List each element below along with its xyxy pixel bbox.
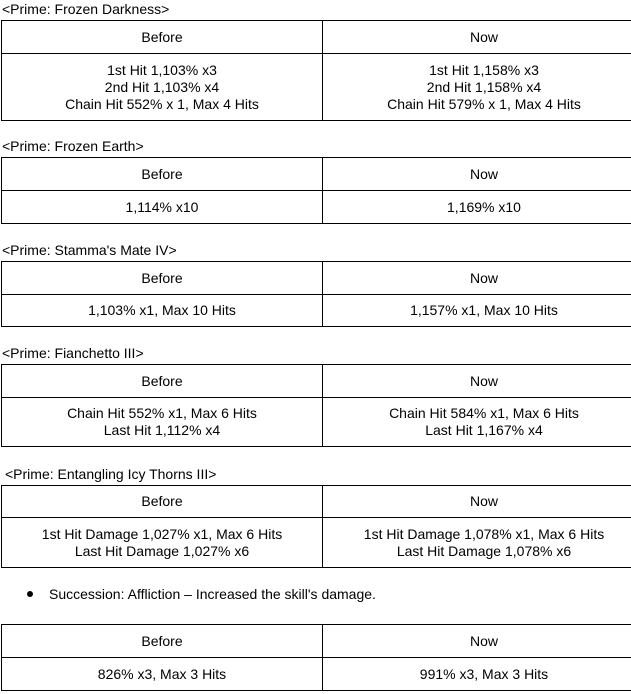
- cell-line: Chain Hit 579% x 1, Max 4 Hits: [387, 95, 581, 112]
- table-row: [2, 295, 631, 327]
- cell-line: 1st Hit Damage 1,078% x1, Max 6 Hits: [363, 525, 605, 542]
- table-header-row: [2, 158, 631, 191]
- table-header-row: [2, 486, 631, 518]
- cell-line: 991% x3, Max 3 Hits: [419, 665, 549, 682]
- cell-before: [2, 191, 323, 224]
- table-row: [2, 658, 631, 691]
- comparison-table-fianchetto: [1, 364, 631, 447]
- header-now: Now: [323, 486, 631, 518]
- header-now: Now: [323, 625, 631, 658]
- comparison-table-frozen-earth: [1, 157, 631, 224]
- cell-now: [323, 295, 631, 327]
- header-before: Before: [2, 365, 323, 398]
- section-title-frozen-earth: <Prime: Frozen Earth>: [2, 138, 144, 154]
- comparison-table-entangling-icy-thorns: [1, 485, 631, 568]
- header-now: Now: [323, 21, 631, 54]
- cell-now: [323, 518, 631, 568]
- header-now: Now: [323, 158, 631, 191]
- table-header-row: [2, 625, 631, 658]
- cell-before: [2, 54, 323, 121]
- header-before: Before: [2, 21, 323, 54]
- cell-line: 2nd Hit 1,103% x4: [104, 78, 220, 95]
- cell-line: 1,103% x1, Max 10 Hits: [88, 302, 236, 318]
- table-row: [2, 191, 631, 224]
- table-row: [2, 518, 631, 568]
- cell-line: 2nd Hit 1,158% x4: [426, 78, 542, 95]
- cell-line: 1st Hit Damage 1,027% x1, Max 6 Hits: [41, 525, 283, 542]
- cell-before: [2, 398, 323, 447]
- cell-before: [2, 658, 323, 691]
- section-title-fianchetto: <Prime: Fianchetto III>: [2, 345, 144, 361]
- section-title-entangling-icy-thorns: <Prime: Entangling Icy Thorns III>: [5, 466, 217, 482]
- table-row: [2, 54, 631, 121]
- bullet-icon: [27, 591, 33, 597]
- cell-line: Last Hit 1,167% x4: [425, 422, 543, 438]
- cell-line: Last Hit 1,112% x4: [103, 422, 221, 438]
- header-now: Now: [323, 262, 631, 295]
- cell-line: 826% x3, Max 3 Hits: [97, 665, 227, 682]
- cell-line: Chain Hit 552% x 1, Max 4 Hits: [65, 95, 259, 112]
- cell-now: [323, 191, 631, 224]
- cell-now: [323, 658, 631, 691]
- header-before: Before: [2, 158, 323, 191]
- cell-now: [323, 398, 631, 447]
- header-before: Before: [2, 262, 323, 295]
- header-before: Before: [2, 625, 323, 658]
- cell-line: 1,157% x1, Max 10 Hits: [410, 302, 558, 318]
- cell-line: Chain Hit 584% x1, Max 6 Hits: [389, 405, 579, 421]
- header-before: Before: [2, 486, 323, 518]
- cell-before: [2, 295, 323, 327]
- cell-line: Last Hit Damage 1,027% x6: [74, 542, 250, 559]
- table-header-row: [2, 262, 631, 295]
- cell-before: [2, 518, 323, 568]
- table-header-row: [2, 365, 631, 398]
- cell-now: [323, 54, 631, 121]
- section-title-frozen-darkness: <Prime: Frozen Darkness>: [2, 1, 170, 17]
- table-row: [2, 398, 631, 447]
- comparison-table-succession-affliction: [1, 624, 631, 691]
- cell-line: 1st Hit 1,103% x3: [107, 61, 217, 78]
- comparison-table-stammas-mate: [1, 261, 631, 327]
- section-title-stammas-mate: <Prime: Stamma's Mate IV>: [2, 242, 177, 258]
- bullet-text: Succession: Affliction – Increased the skill's damage.: [49, 586, 376, 602]
- cell-line: 1st Hit 1,158% x3: [429, 61, 539, 78]
- comparison-table-frozen-darkness: [1, 20, 631, 121]
- cell-line: 1,169% x10: [447, 198, 521, 215]
- cell-line: 1,114% x10: [125, 198, 199, 215]
- cell-line: Chain Hit 552% x1, Max 6 Hits: [67, 405, 257, 421]
- cell-line: Last Hit Damage 1,078% x6: [396, 542, 572, 559]
- table-header-row: [2, 21, 631, 54]
- header-now: Now: [323, 365, 631, 398]
